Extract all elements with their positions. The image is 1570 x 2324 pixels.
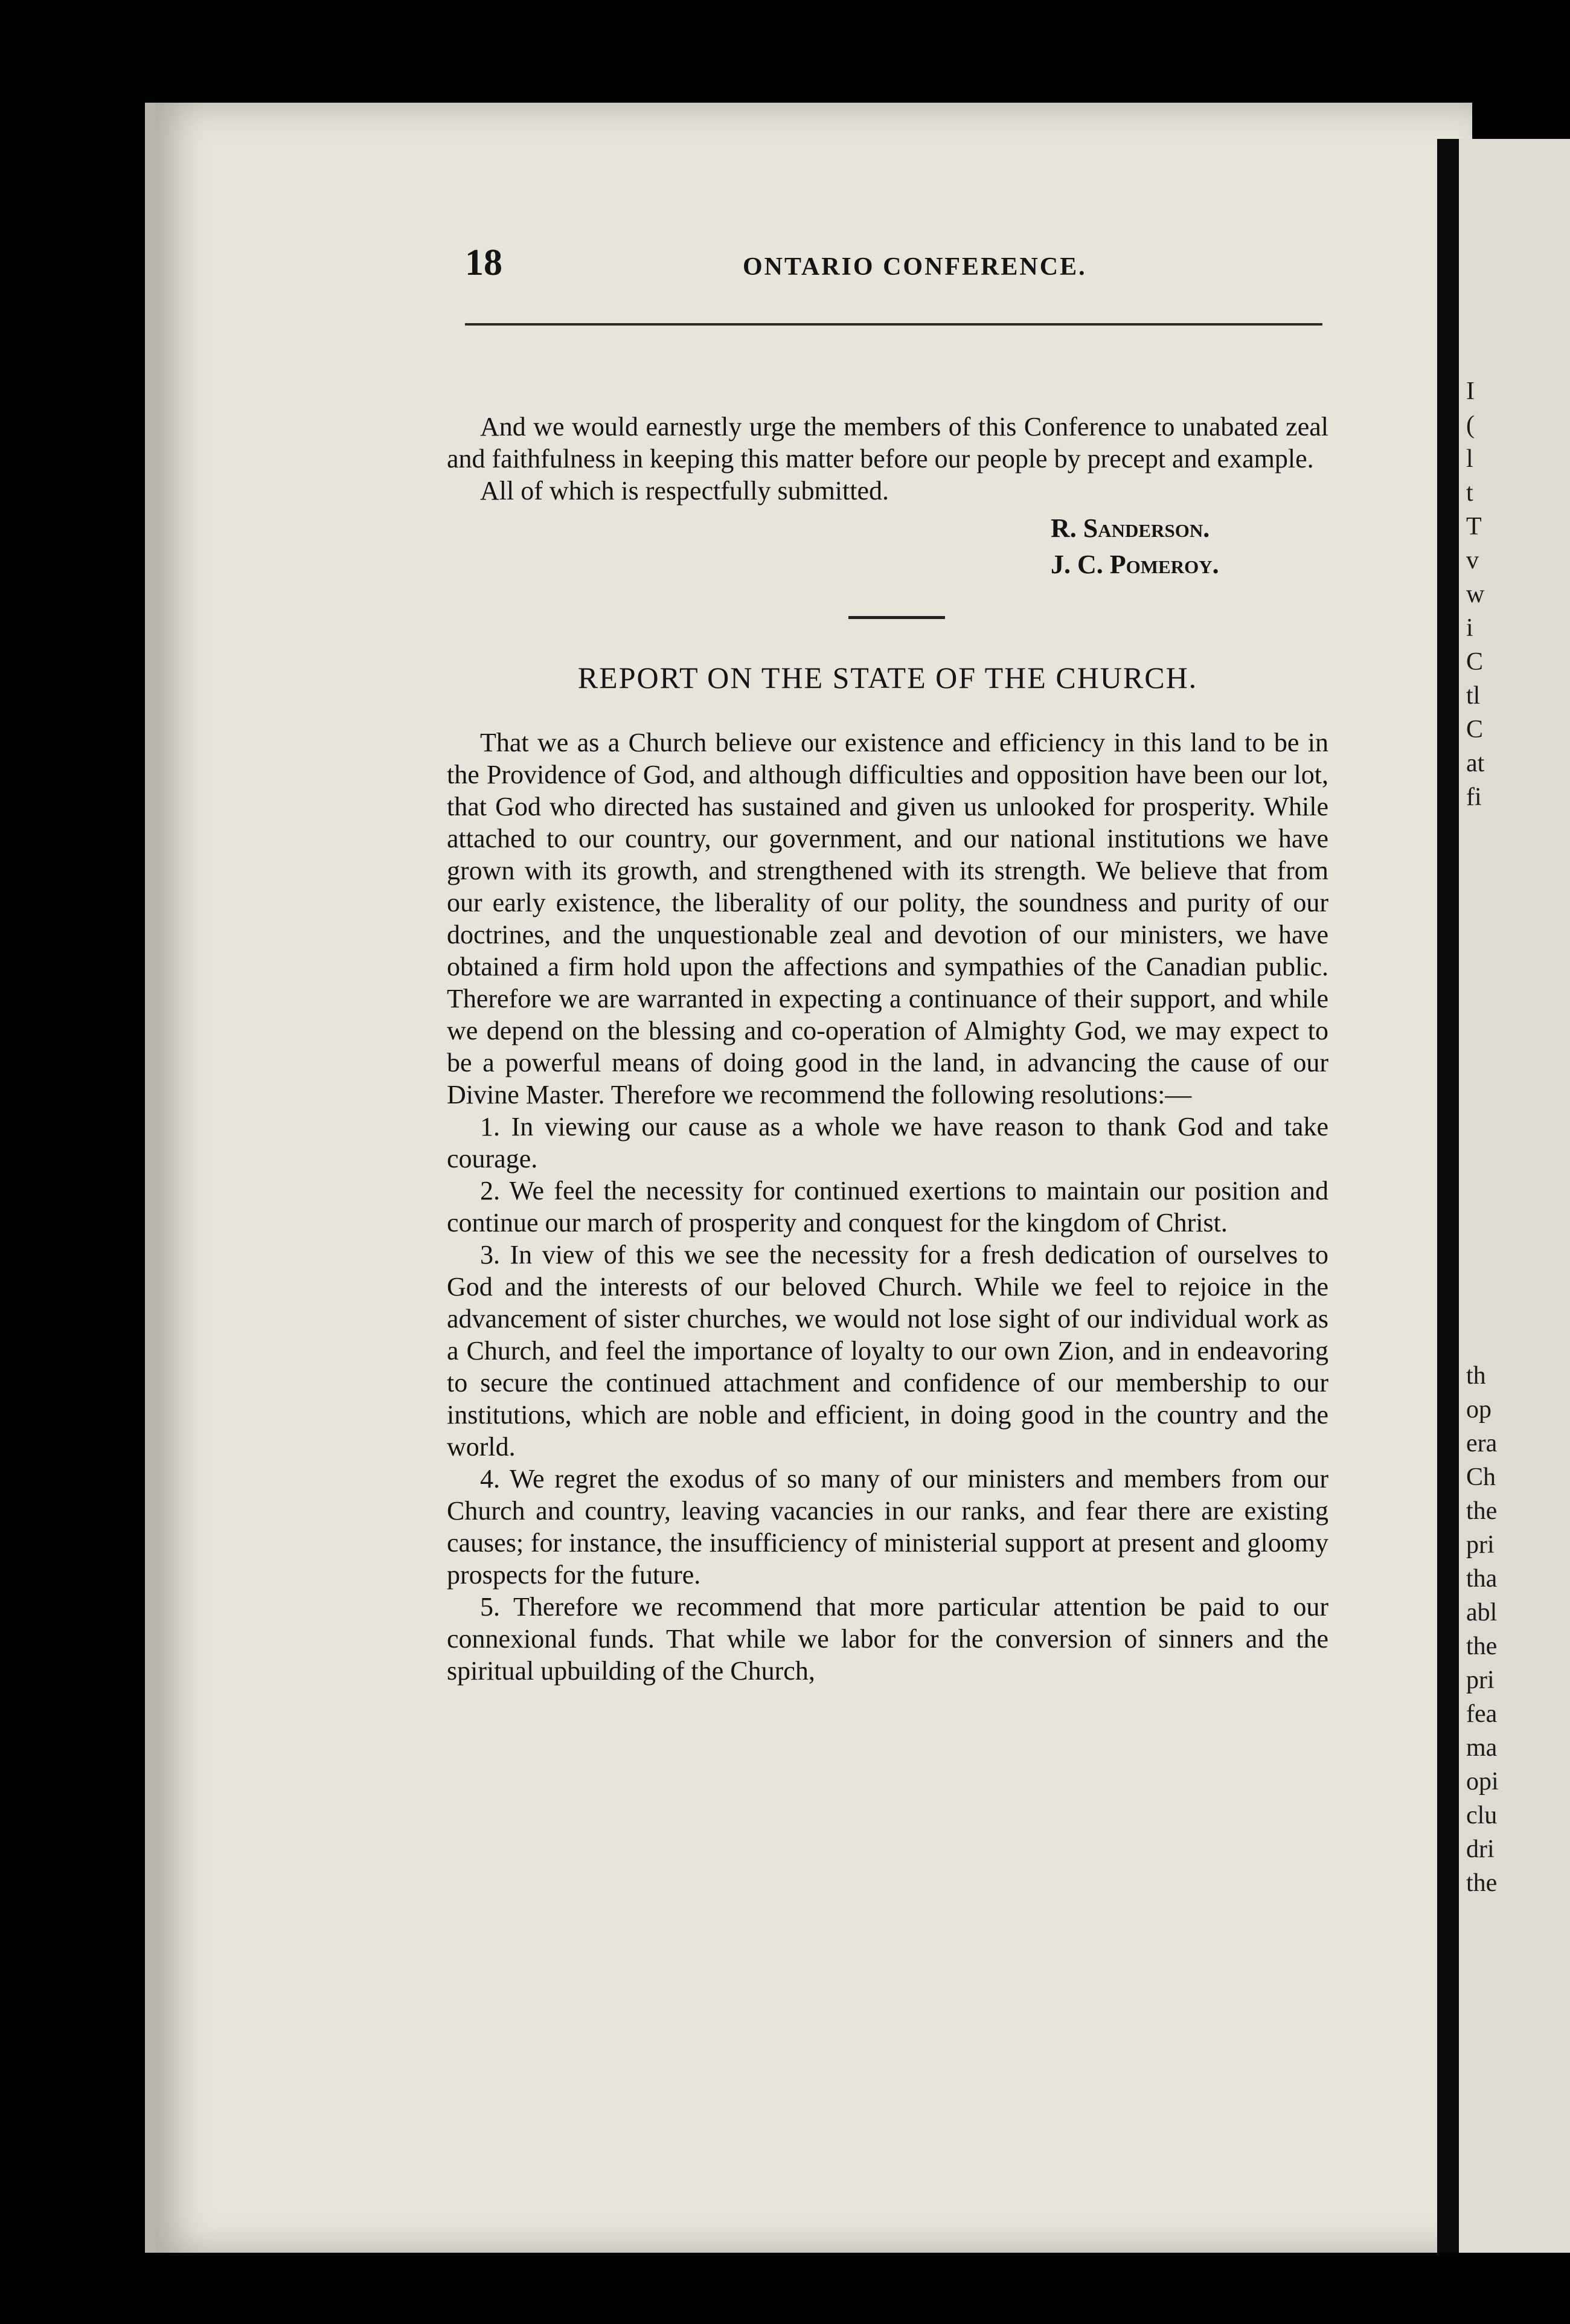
facing-page-fragment: i xyxy=(1466,614,1473,642)
facing-page-fragment: tha xyxy=(1466,1565,1498,1593)
resolution: 4. We regret the exodus of so many of our ministers and members from our Church and country, leaving vacancies in our ranks, and fear there are existing causes; for instance, the insufficiency of ministerial support at present and gloomy prospects for the future. xyxy=(447,1464,1328,1590)
facing-page-fragment: w xyxy=(1466,580,1485,608)
signatory: R. Sanderson. xyxy=(1051,513,1210,543)
report-preamble: That we as a Church believe our existence and efficiency in this land to be in the Providence of God, and although difficulties and opposition have been our lot, that God who directed has sustained and given us unlooked for prosperity. While attached to our country, our government, and our national institutions we have grown with its growth, and strengthened with its strength. We believe that from our early existence, the liberality of our polity, the soundness and purity of our doctrines, and the unquestionable zeal and devotion of our ministers, we have obtained a firm hold upon the affections and sympathies of the Canadian public. Therefore we are warranted in expecting a continuance of their support, and while we depend on the blessing and co-operation of Almighty God, we may expect to be a powerful means of doing good in the land, in advancing the cause of our Divine Master. Therefore we recommend the following resolutions:— xyxy=(447,728,1328,1109)
facing-page-fragment: l xyxy=(1466,445,1473,473)
facing-page-fragment: ( xyxy=(1466,411,1475,439)
facing-page-fragment: t xyxy=(1466,479,1473,507)
facing-page-fragment: op xyxy=(1466,1396,1492,1424)
book-gutter xyxy=(1437,139,1459,2253)
facing-page-fragment: abl xyxy=(1466,1599,1498,1626)
header-rule xyxy=(465,323,1322,326)
section-divider xyxy=(848,616,945,619)
facing-page-fragment: the xyxy=(1466,1497,1498,1525)
facing-page-fragment: fi xyxy=(1466,783,1482,811)
resolution: 1. In viewing our cause as a whole we have reason to thank God and take courage. xyxy=(447,1112,1328,1173)
facing-page-text-top xyxy=(1466,374,1484,814)
facing-page-text-bottom xyxy=(1466,1359,1499,1900)
facing-page-fragment: pri xyxy=(1466,1531,1495,1559)
signature-block xyxy=(1051,510,1328,583)
facing-page-fragment: ma xyxy=(1466,1734,1498,1762)
signatory: J. C. Pomeroy. xyxy=(1051,550,1219,579)
closing-paragraph: And we would earnestly urge the members of this Conference to unabated zeal and faithfulness in keeping this matter before our people by precept and example. xyxy=(447,412,1328,473)
section-heading: REPORT ON THE STATE OF THE CHURCH. xyxy=(577,661,1198,695)
facing-page-fragment: era xyxy=(1466,1430,1498,1457)
facing-page-fragment: opi xyxy=(1466,1768,1499,1796)
running-title: ONTARIO CONFERENCE. xyxy=(743,253,1087,281)
facing-page-fragment: v xyxy=(1466,547,1479,574)
facing-page-fragment: tl xyxy=(1466,682,1481,710)
page-content xyxy=(447,242,1328,1687)
page-number: 18 xyxy=(465,242,502,283)
facing-page-fragment: I xyxy=(1466,377,1475,405)
resolution: 2. We feel the necessity for continued exertions to maintain our position and continue our march of prosperity and conquest for the kingdom of Christ. xyxy=(447,1176,1328,1237)
resolution: 5. Therefore we recommend that more particular attention be paid to our connexional funds. That while we labor for the conversion of sinners and the spiritual upbuilding of the Church, xyxy=(447,1592,1328,1686)
running-head xyxy=(447,242,1328,290)
facing-page-fragment: C xyxy=(1466,648,1484,676)
body-text xyxy=(447,411,1328,1687)
facing-page-fragment: clu xyxy=(1466,1802,1498,1829)
submitted-line: All of which is respectfully submitted. xyxy=(480,476,889,506)
facing-page-fragment: dri xyxy=(1466,1835,1495,1863)
facing-page-fragment: fea xyxy=(1466,1700,1498,1728)
facing-page-fragment: the xyxy=(1466,1632,1498,1660)
facing-page-fragment: C xyxy=(1466,716,1484,743)
resolution: 3. In view of this we see the necessity for a fresh dedication of ourselves to God and the interests of our beloved Church. While we feel to rejoice in the advancement of sister churches, we would not lose sight of our individual work as a Church, and feel the importance of loyalty to our own Zion, and in endeavoring to secure the continued attachment and confidence of our membership to our institutions, which are noble and efficient, in doing good in the country and the world. xyxy=(447,1240,1328,1462)
facing-page-fragment: pri xyxy=(1466,1666,1495,1694)
facing-page-fragment: th xyxy=(1466,1362,1486,1390)
facing-page-fragment: at xyxy=(1466,750,1485,777)
facing-page-fragment: the xyxy=(1466,1869,1498,1897)
facing-page-fragment: T xyxy=(1466,513,1482,541)
facing-page-fragment: Ch xyxy=(1466,1463,1496,1491)
